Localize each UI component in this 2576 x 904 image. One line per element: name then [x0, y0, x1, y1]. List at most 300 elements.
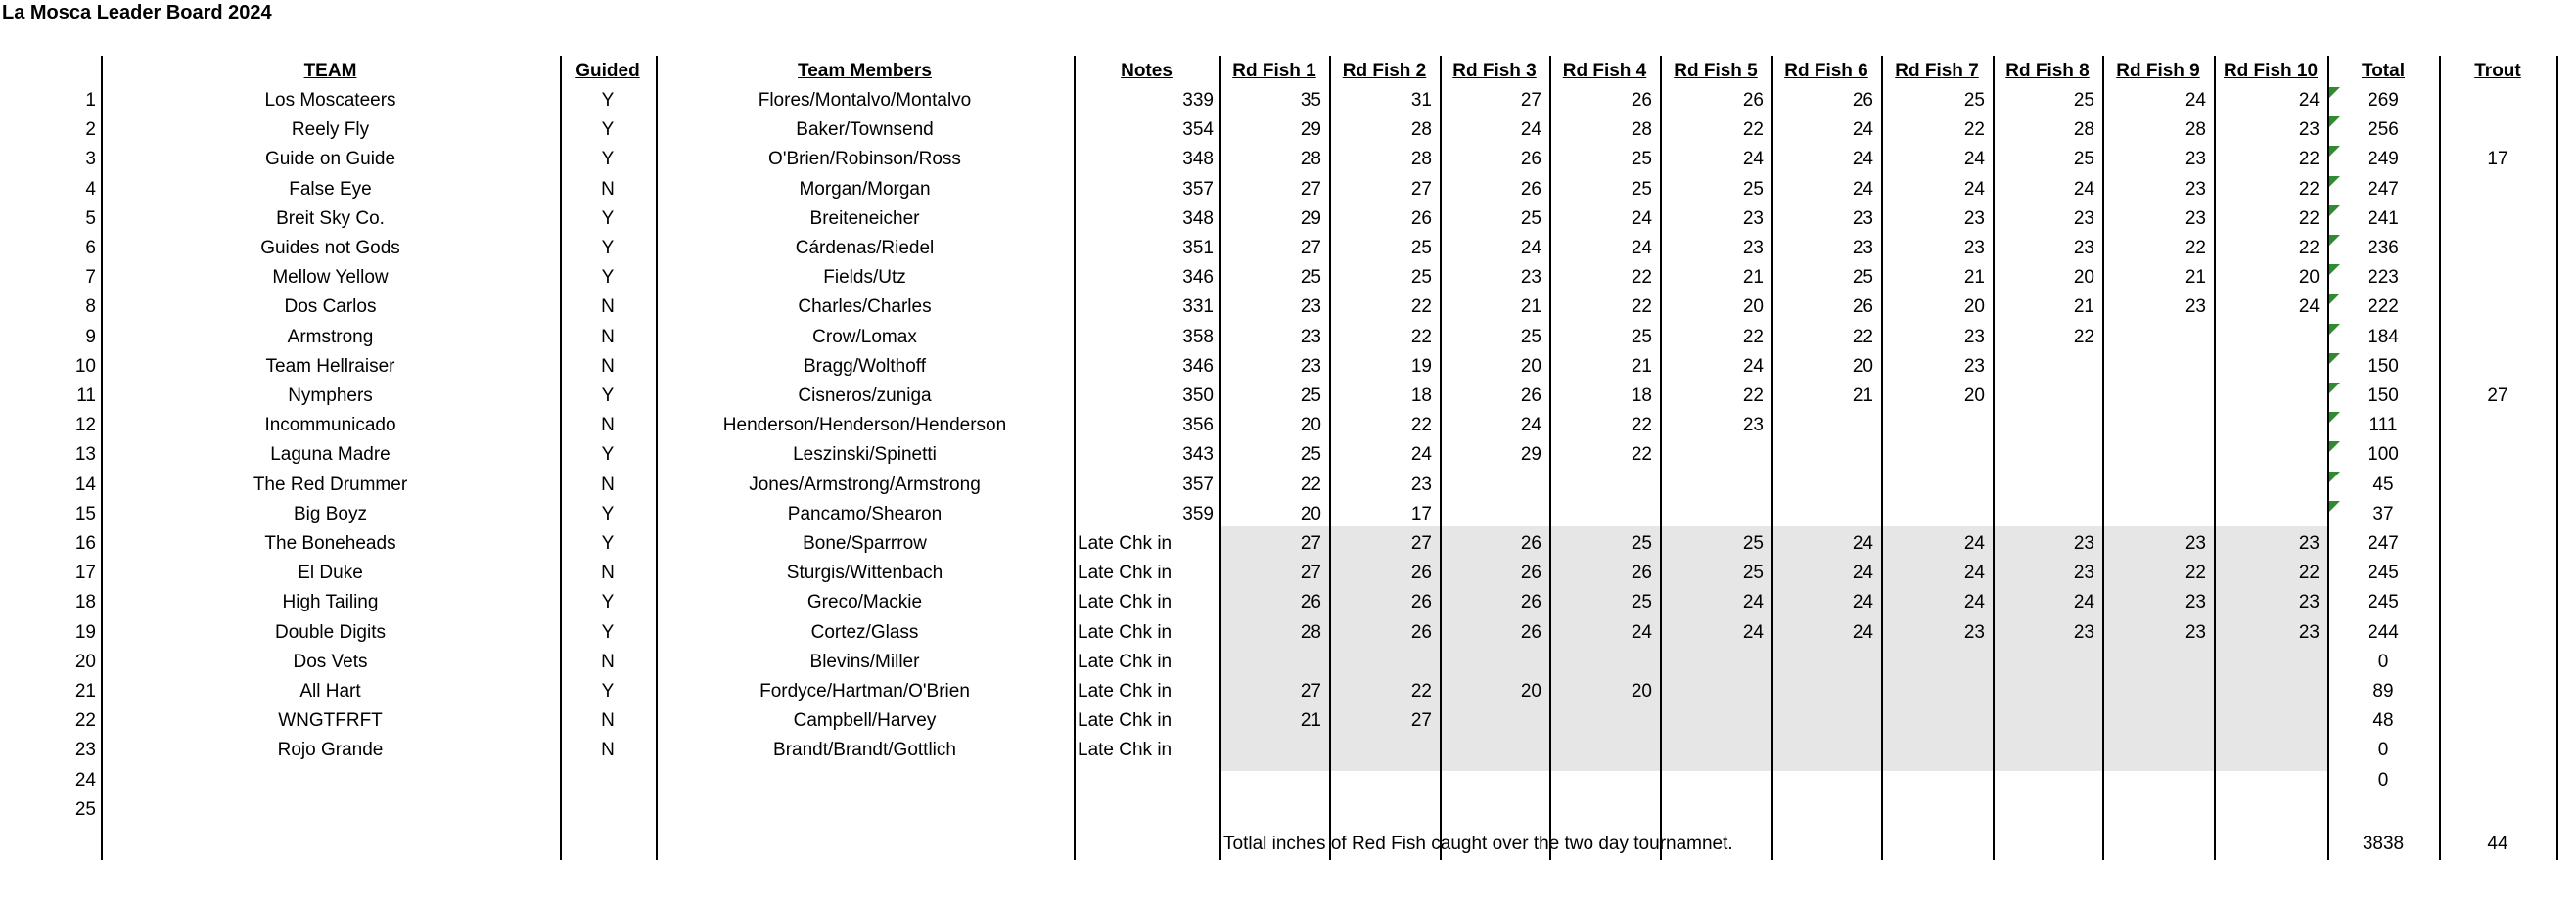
fish-length: 25 — [1300, 385, 1321, 406]
fish-length: 21 — [2185, 267, 2206, 289]
comment-indicator-icon[interactable] — [2329, 235, 2340, 246]
guided-flag: N — [601, 326, 615, 347]
fish-length: 22 — [1852, 326, 1873, 347]
fish-length: 17 — [1410, 503, 1432, 524]
fish-length — [1881, 500, 1985, 529]
fish-length — [1771, 500, 1873, 529]
trout-value: 27 — [2487, 385, 2508, 406]
row-number: 10 — [74, 355, 96, 377]
fish-length: 22 — [2298, 178, 2320, 200]
fish-length — [1993, 440, 2094, 470]
header-rd-fish-2: Rd Fish 2 — [1342, 61, 1427, 81]
guided-flag: Y — [601, 385, 615, 406]
fish-length: 23 — [2185, 592, 2206, 613]
fish-length: 25 — [2073, 90, 2094, 111]
fish-length — [1881, 411, 1985, 440]
team-name: Laguna Madre — [270, 444, 391, 466]
fish-length — [2214, 471, 2320, 500]
team-name — [101, 795, 560, 825]
fish-length: 23 — [1300, 326, 1321, 347]
fish-length: 26 — [1852, 296, 1873, 318]
comment-indicator-icon[interactable] — [2329, 264, 2340, 275]
fish-length: 24 — [1852, 563, 1873, 584]
trout-value — [2439, 86, 2556, 115]
notes-value: Late Chk in — [1078, 740, 1173, 761]
total-value: 247 — [2368, 178, 2399, 200]
trout-value — [2439, 263, 2556, 293]
fish-length — [2214, 323, 2320, 352]
comment-indicator-icon[interactable] — [2329, 383, 2340, 393]
team-name: Dos Carlos — [284, 296, 377, 318]
team-members — [656, 766, 1074, 795]
header-rd-fish-6: Rd Fish 6 — [1784, 61, 1868, 81]
fish-length: 23 — [1300, 296, 1321, 318]
fish-length: 23 — [1410, 474, 1432, 495]
fish-length: 25 — [1300, 267, 1321, 289]
trout-value — [2439, 618, 2556, 648]
team-name: WNGTFRFT — [278, 710, 383, 732]
total-value: 222 — [2368, 296, 2399, 318]
fish-length: 27 — [1300, 681, 1321, 701]
fish-length: 28 — [1300, 621, 1321, 643]
comment-indicator-icon[interactable] — [2329, 294, 2340, 304]
fish-length — [1440, 736, 1541, 765]
notes-value: 348 — [1182, 207, 1214, 229]
fish-length: 22 — [1742, 385, 1764, 406]
column-border — [1074, 56, 1076, 860]
fish-length: 23 — [1963, 326, 1985, 347]
fish-length: 25 — [1520, 207, 1541, 229]
fish-length — [2102, 382, 2206, 411]
fish-length: 23 — [2185, 149, 2206, 170]
total-value: 100 — [2368, 444, 2399, 466]
fish-length: 19 — [1410, 355, 1432, 377]
fish-length — [2102, 471, 2206, 500]
fish-length — [1771, 766, 1873, 795]
fish-length — [1549, 648, 1652, 677]
notes-value: 339 — [1182, 90, 1214, 111]
comment-indicator-icon[interactable] — [2329, 353, 2340, 364]
fish-length — [1660, 677, 1764, 706]
team-name: Big Boyz — [294, 503, 367, 524]
fish-length: 23 — [2185, 533, 2206, 554]
team-name: Nymphers — [288, 385, 373, 406]
guided-flag: Y — [601, 533, 615, 554]
fish-length: 22 — [1631, 267, 1652, 289]
fish-length: 22 — [1300, 474, 1321, 495]
fish-length: 24 — [1742, 592, 1764, 613]
fish-length: 21 — [1742, 267, 1764, 289]
team-name: Guides not Gods — [260, 238, 400, 258]
fish-length — [1329, 648, 1432, 677]
fish-length: 25 — [1963, 90, 1985, 111]
total-value: 111 — [2369, 415, 2398, 436]
fish-length — [1660, 795, 1764, 825]
fish-length: 22 — [2298, 238, 2320, 258]
fish-length: 22 — [1410, 326, 1432, 347]
fish-length: 24 — [2298, 90, 2320, 111]
fish-length: 25 — [1300, 444, 1321, 466]
trout-value — [2439, 559, 2556, 588]
team-members: Campbell/Harvey — [793, 710, 937, 732]
fish-length: 22 — [1410, 296, 1432, 318]
team-members: Greco/Mackie — [806, 592, 923, 613]
sheet-title: La Mosca Leader Board 2024 — [2, 2, 272, 23]
team-name: El Duke — [298, 563, 363, 584]
fish-length — [1549, 500, 1652, 529]
notes-value: Late Chk in — [1078, 651, 1173, 672]
fish-length: 21 — [1631, 355, 1652, 377]
trout-total: 44 — [2487, 834, 2508, 854]
notes-value: Late Chk in — [1078, 621, 1173, 643]
fish-length: 29 — [1300, 119, 1321, 141]
fish-length — [1440, 706, 1541, 736]
total-value — [2327, 795, 2439, 825]
comment-indicator-icon[interactable] — [2329, 87, 2340, 98]
notes-value: 357 — [1182, 474, 1214, 495]
fish-length: 24 — [2185, 90, 2206, 111]
header-rd-fish-8: Rd Fish 8 — [2005, 61, 2090, 81]
notes-value: 358 — [1182, 326, 1214, 347]
total-value: 0 — [2377, 651, 2389, 672]
comment-indicator-icon[interactable] — [2329, 472, 2340, 482]
fish-length: 27 — [1300, 563, 1321, 584]
fish-length: 28 — [1300, 149, 1321, 170]
trout-value — [2439, 706, 2556, 736]
fish-length: 22 — [1742, 119, 1764, 141]
row-number: 2 — [85, 119, 96, 141]
team-members: Jones/Armstrong/Armstrong — [749, 474, 981, 495]
header-team: TEAM — [303, 61, 357, 81]
fish-length — [1881, 677, 1985, 706]
fish-length: 25 — [1742, 563, 1764, 584]
fish-length: 21 — [2073, 296, 2094, 318]
fish-length — [2214, 440, 2320, 470]
fish-length — [2102, 677, 2206, 706]
total-value: 150 — [2368, 355, 2399, 377]
fish-length: 22 — [1410, 415, 1432, 436]
fish-length: 18 — [1410, 385, 1432, 406]
fish-length — [1549, 706, 1652, 736]
fish-length: 22 — [1742, 326, 1764, 347]
fish-length: 18 — [1631, 385, 1652, 406]
fish-length: 24 — [1742, 355, 1764, 377]
trout-value — [2439, 648, 2556, 677]
fish-length: 25 — [2073, 149, 2094, 170]
fish-length — [1219, 736, 1321, 765]
header-notes: Notes — [1121, 61, 1173, 81]
trout-value — [2439, 736, 2556, 765]
total-value: 45 — [2372, 474, 2394, 495]
total-value: 37 — [2372, 503, 2394, 524]
team-name: Reely Fly — [291, 119, 370, 141]
notes-value: Late Chk in — [1078, 533, 1173, 554]
header-rd-fish-1: Rd Fish 1 — [1232, 61, 1316, 81]
fish-length: 23 — [2298, 119, 2320, 141]
comment-indicator-icon[interactable] — [2329, 501, 2340, 512]
trout-value: 17 — [2487, 149, 2508, 170]
fish-length: 29 — [1300, 207, 1321, 229]
header-rd-fish-5: Rd Fish 5 — [1674, 61, 1758, 81]
team-members: Bragg/Wolthoff — [804, 355, 926, 377]
team-members: Cisneros/zuniga — [798, 385, 932, 406]
fish-length: 26 — [1520, 533, 1541, 554]
fish-length: 25 — [1742, 533, 1764, 554]
team-members: Fordyce/Hartman/O'Brien — [759, 681, 970, 701]
fish-length: 25 — [1520, 326, 1541, 347]
fish-length: 24 — [1520, 415, 1541, 436]
fish-length: 26 — [1631, 90, 1652, 111]
fish-length: 22 — [1631, 415, 1652, 436]
fish-length: 21 — [1520, 296, 1541, 318]
row-number: 24 — [74, 769, 96, 791]
fish-length: 24 — [1852, 533, 1873, 554]
guided-flag: Y — [601, 267, 615, 289]
fish-length: 23 — [2298, 533, 2320, 554]
fish-length — [1881, 706, 1985, 736]
team-members: Blevins/Miller — [809, 651, 920, 672]
fish-length: 25 — [1631, 592, 1652, 613]
fish-length: 26 — [1410, 563, 1432, 584]
trout-value — [2439, 234, 2556, 263]
total-value: 48 — [2372, 710, 2394, 732]
team-name: Rojo Grande — [277, 740, 384, 761]
fish-length: 35 — [1300, 90, 1321, 111]
row-number: 18 — [74, 592, 96, 613]
fish-length — [1881, 766, 1985, 795]
fish-length: 26 — [1520, 621, 1541, 643]
fish-length: 27 — [1410, 710, 1432, 732]
fish-length: 20 — [1963, 385, 1985, 406]
fish-length — [1660, 766, 1764, 795]
team-name: High Tailing — [282, 592, 379, 613]
comment-indicator-icon[interactable] — [2329, 116, 2340, 127]
trout-value — [2439, 440, 2556, 470]
trout-value — [2439, 115, 2556, 145]
comment-indicator-icon[interactable] — [2329, 412, 2340, 423]
fish-length: 21 — [1852, 385, 1873, 406]
comment-indicator-icon[interactable] — [2329, 176, 2340, 187]
row-number: 19 — [74, 621, 96, 643]
team-members: Sturgis/Wittenbach — [786, 563, 943, 584]
guided-flag: Y — [601, 149, 615, 170]
fish-length: 24 — [1852, 119, 1873, 141]
fish-length: 23 — [2185, 296, 2206, 318]
team-members: Morgan/Morgan — [799, 178, 931, 200]
fish-length: 23 — [1520, 267, 1541, 289]
trout-value — [2439, 766, 2556, 795]
fish-length: 23 — [2185, 178, 2206, 200]
fish-length: 21 — [1963, 267, 1985, 289]
fish-length: 28 — [2185, 119, 2206, 141]
fish-length: 23 — [2073, 533, 2094, 554]
fish-length: 23 — [1963, 355, 1985, 377]
fish-length: 23 — [2298, 592, 2320, 613]
trout-value — [2439, 677, 2556, 706]
row-number: 15 — [74, 503, 96, 524]
team-members: Henderson/Henderson/Henderson — [722, 415, 1007, 436]
guided-flag — [560, 795, 656, 825]
fish-length: 26 — [1300, 592, 1321, 613]
fish-length — [1660, 500, 1764, 529]
team-members: O'Brien/Robinson/Ross — [768, 149, 961, 170]
fish-length: 23 — [1963, 238, 1985, 258]
comment-indicator-icon[interactable] — [2329, 205, 2340, 216]
row-number: 7 — [85, 267, 96, 289]
fish-length — [1993, 471, 2094, 500]
fish-length: 28 — [2073, 119, 2094, 141]
fish-length — [1549, 766, 1652, 795]
fish-length: 24 — [1852, 621, 1873, 643]
fish-length: 23 — [1852, 207, 1873, 229]
team-name: All Hart — [299, 681, 361, 701]
guided-flag: N — [601, 651, 615, 672]
total-value: 241 — [2368, 207, 2399, 229]
team-members: Leszinski/Spinetti — [793, 444, 937, 466]
team-members: Breiteneicher — [809, 207, 920, 229]
fish-length — [1219, 795, 1321, 825]
team-name: Dos Vets — [293, 651, 368, 672]
total-value: 247 — [2368, 533, 2399, 554]
fish-length: 22 — [1410, 681, 1432, 701]
fish-length: 23 — [2298, 621, 2320, 643]
fish-length: 25 — [1410, 267, 1432, 289]
fish-length: 28 — [1410, 149, 1432, 170]
fish-length — [2102, 411, 2206, 440]
fish-length — [1881, 648, 1985, 677]
guided-flag: N — [601, 563, 615, 584]
notes-value: 356 — [1182, 415, 1214, 436]
fish-length: 25 — [1631, 326, 1652, 347]
total-value: 245 — [2368, 563, 2399, 584]
fish-length — [2214, 648, 2320, 677]
fish-length — [1771, 736, 1873, 765]
row-number: 4 — [85, 178, 96, 200]
guided-flag: Y — [601, 681, 615, 701]
fish-length — [2214, 382, 2320, 411]
fish-length — [1881, 795, 1985, 825]
row-number: 11 — [76, 385, 96, 406]
fish-length: 22 — [2298, 207, 2320, 229]
fish-length — [1993, 648, 2094, 677]
fish-length: 25 — [1742, 178, 1764, 200]
fish-length — [2102, 440, 2206, 470]
fish-length: 22 — [2185, 238, 2206, 258]
notes-value — [1078, 795, 1219, 825]
notes-value: Late Chk in — [1078, 592, 1173, 613]
fish-length: 20 — [1852, 355, 1873, 377]
fish-length: 23 — [1963, 621, 1985, 643]
fish-length — [2214, 500, 2320, 529]
fish-length: 23 — [1963, 207, 1985, 229]
fish-length: 26 — [1520, 385, 1541, 406]
fish-length: 28 — [1410, 119, 1432, 141]
notes-value: 346 — [1182, 355, 1214, 377]
guided-flag: N — [601, 355, 615, 377]
header-rd-fish-7: Rd Fish 7 — [1895, 61, 1979, 81]
total-value: 269 — [2368, 90, 2399, 111]
fish-length: 25 — [1631, 533, 1652, 554]
row-number: 23 — [74, 740, 96, 761]
fish-length — [2102, 352, 2206, 382]
fish-length: 26 — [1742, 90, 1764, 111]
fish-length: 24 — [1410, 444, 1432, 466]
fish-length — [1771, 440, 1873, 470]
row-number: 14 — [74, 474, 96, 495]
fish-length: 27 — [1410, 533, 1432, 554]
comment-indicator-icon[interactable] — [2329, 324, 2340, 335]
comment-indicator-icon[interactable] — [2329, 146, 2340, 157]
header-rd-fish-10: Rd Fish 10 — [2223, 61, 2319, 81]
guided-flag: N — [601, 178, 615, 200]
fish-length: 27 — [1300, 238, 1321, 258]
team-members: Cortez/Glass — [810, 621, 919, 643]
fish-length: 23 — [1852, 238, 1873, 258]
fish-length: 25 — [1410, 238, 1432, 258]
trout-value — [2439, 352, 2556, 382]
notes-value: 331 — [1182, 296, 1214, 318]
team-members: Bone/Sparrrow — [803, 533, 927, 554]
trout-value — [2439, 323, 2556, 352]
fish-length — [1329, 766, 1432, 795]
fish-length: 26 — [1410, 207, 1432, 229]
team-members: Cárdenas/Riedel — [795, 238, 935, 258]
notes-value: Late Chk in — [1078, 681, 1173, 701]
comment-indicator-icon[interactable] — [2329, 441, 2340, 452]
trout-value — [2439, 293, 2556, 322]
fish-length: 26 — [1410, 592, 1432, 613]
fish-length: 29 — [1520, 444, 1541, 466]
fish-length: 22 — [2298, 563, 2320, 584]
fish-length: 22 — [2185, 563, 2206, 584]
fish-length: 24 — [1742, 149, 1764, 170]
guided-flag: Y — [601, 207, 615, 229]
fish-length — [2214, 706, 2320, 736]
notes-value — [1078, 766, 1219, 795]
fish-length: 26 — [1631, 563, 1652, 584]
trout-value — [2439, 175, 2556, 204]
fish-length: 24 — [1631, 238, 1652, 258]
team-members: Charles/Charles — [798, 296, 932, 318]
fish-length — [1660, 736, 1764, 765]
team-name: Team Hellraiser — [265, 355, 395, 377]
guided-flag: Y — [601, 592, 615, 613]
fish-length — [1440, 766, 1541, 795]
fish-length — [2102, 323, 2206, 352]
fish-length — [1660, 706, 1764, 736]
fish-length — [1329, 736, 1432, 765]
fish-length: 26 — [1520, 592, 1541, 613]
fish-length — [1660, 440, 1764, 470]
fish-length: 24 — [1963, 592, 1985, 613]
notes-value: Late Chk in — [1078, 563, 1173, 584]
notes-value: Late Chk in — [1078, 710, 1173, 732]
total-value: 150 — [2368, 385, 2399, 406]
notes-value: 359 — [1182, 503, 1214, 524]
fish-length: 23 — [1300, 355, 1321, 377]
row-number: 8 — [85, 296, 96, 318]
fish-length: 23 — [2185, 207, 2206, 229]
fish-length: 24 — [1742, 621, 1764, 643]
fish-length: 21 — [1300, 710, 1321, 732]
guided-flag: Y — [601, 90, 615, 111]
fish-length — [2214, 411, 2320, 440]
team-name: Armstrong — [287, 326, 374, 347]
fish-length — [1771, 471, 1873, 500]
fish-length: 24 — [1963, 178, 1985, 200]
grand-total: 3838 — [2362, 834, 2405, 854]
team-members: Brandt/Brandt/Gottlich — [773, 740, 956, 761]
